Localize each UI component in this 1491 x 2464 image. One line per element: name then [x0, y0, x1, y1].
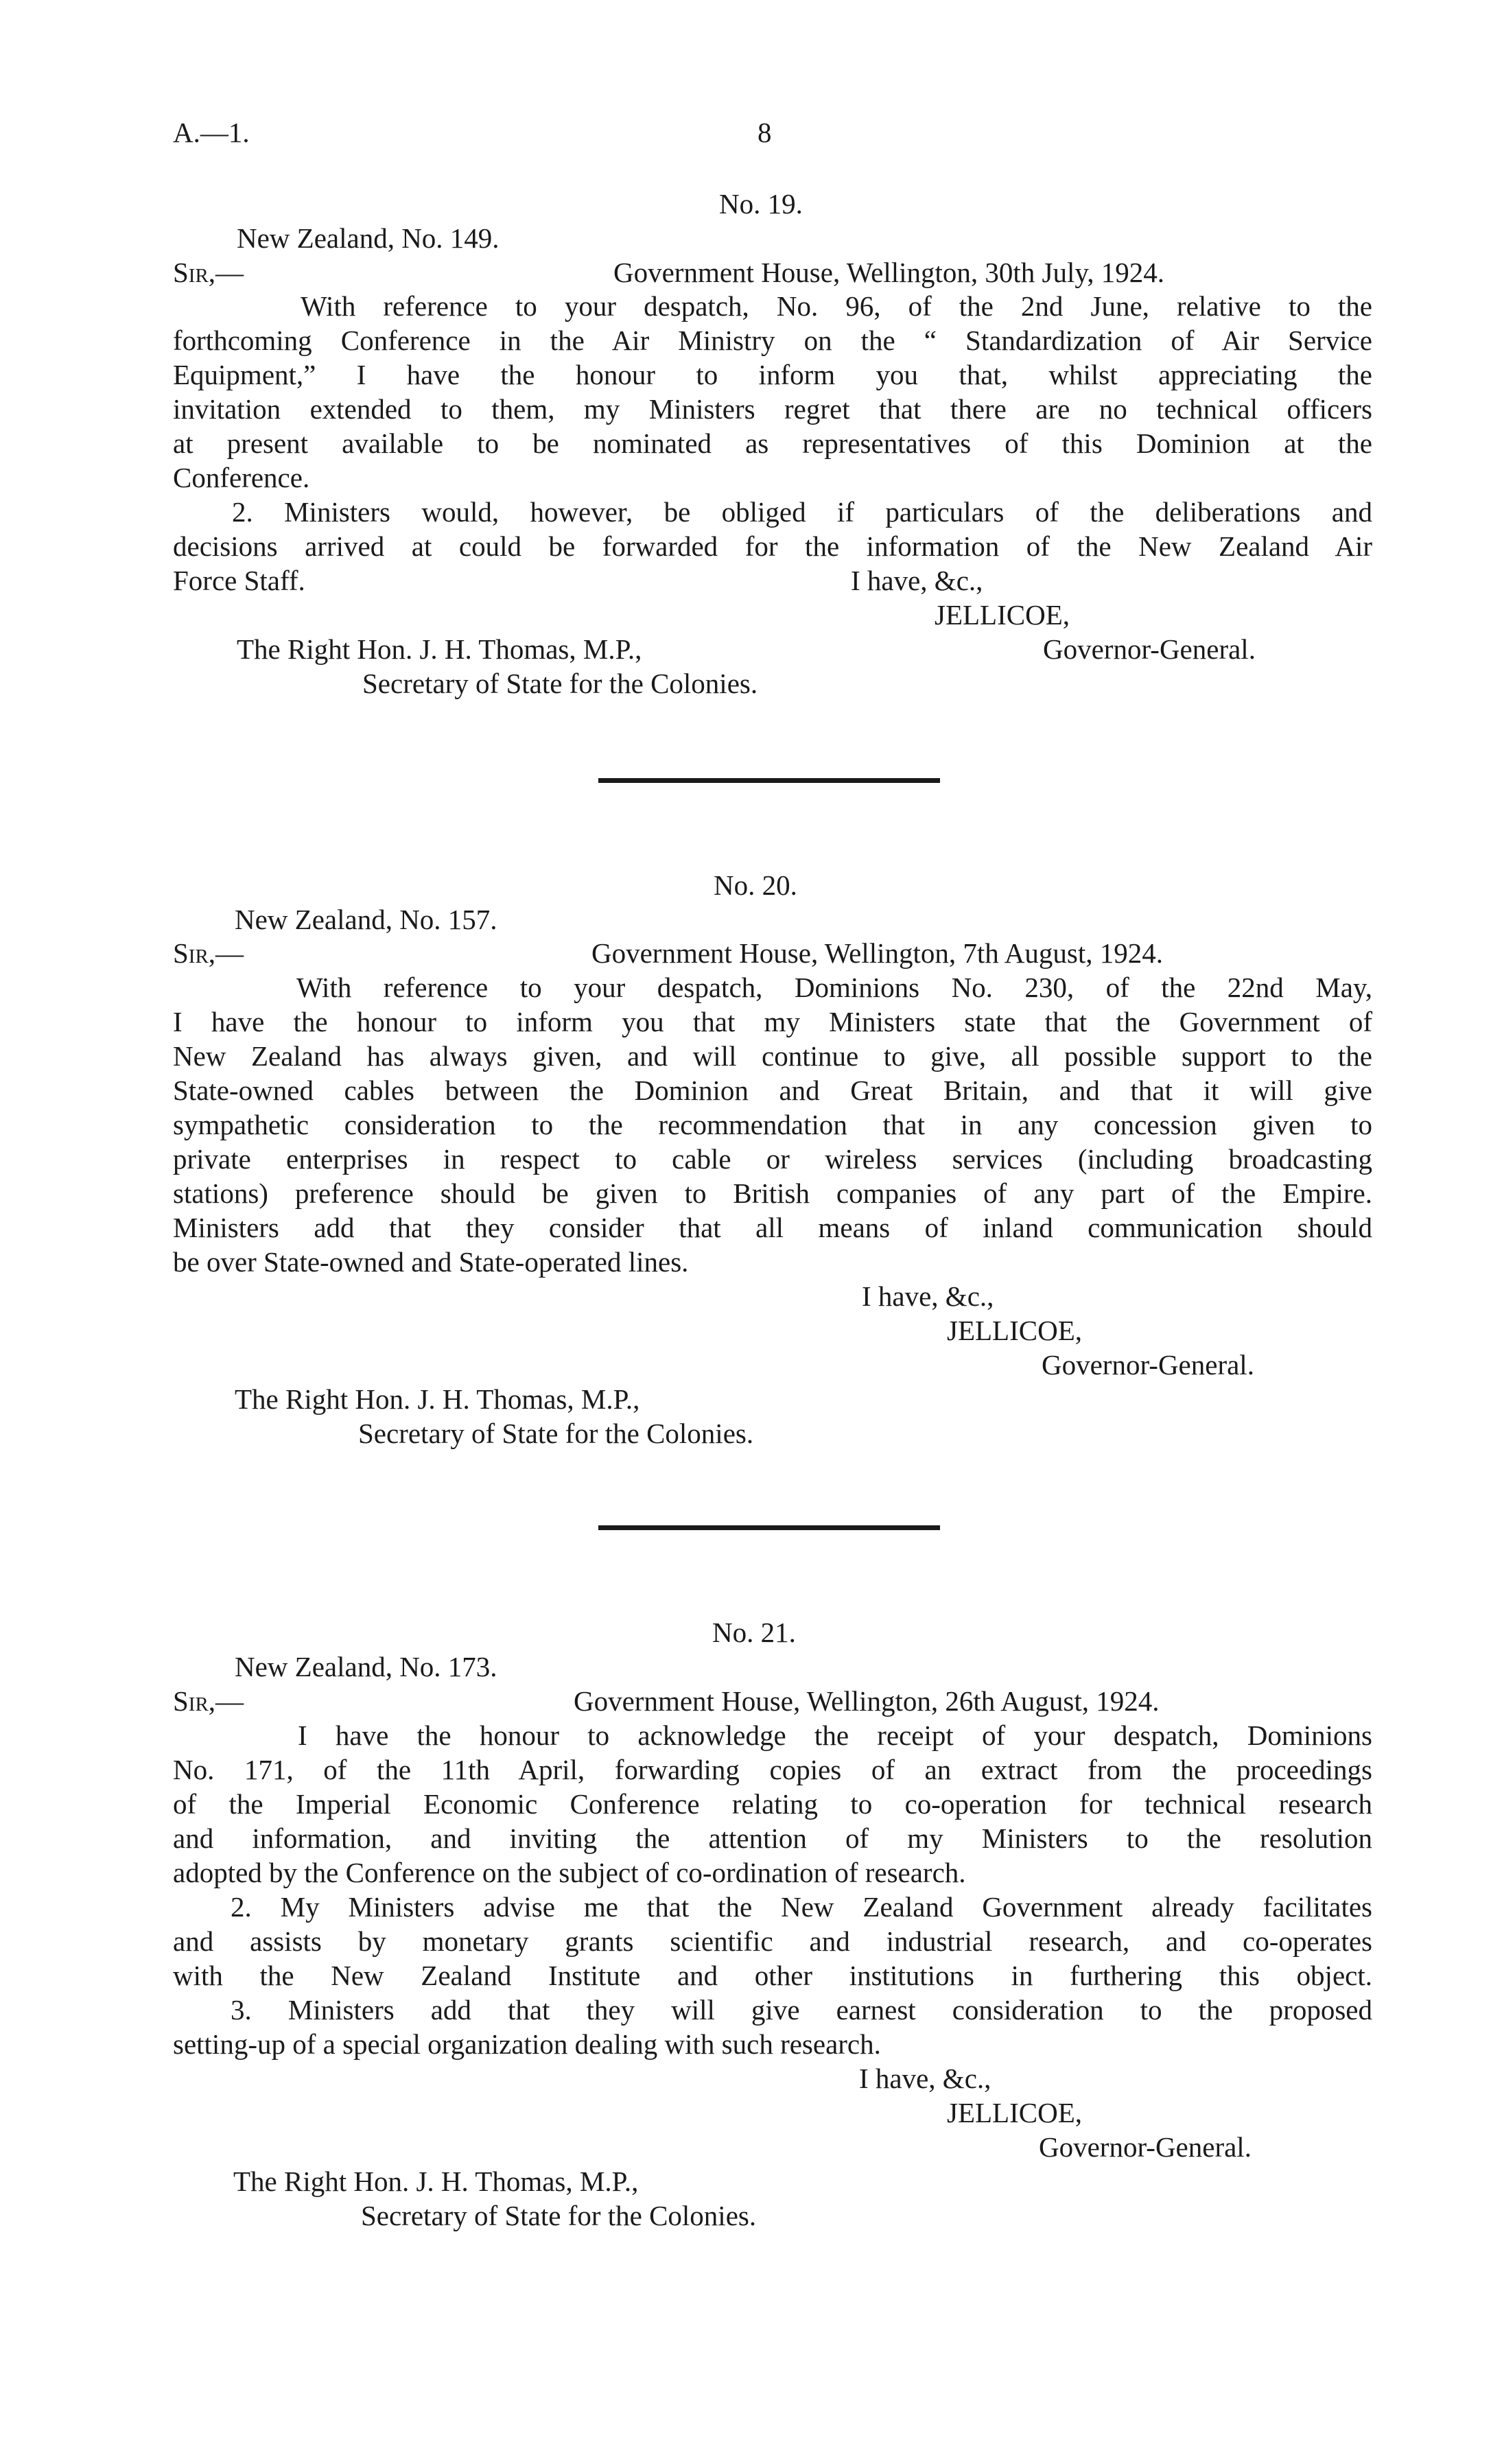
- body-line: invitation extended to them, my Ministers regret that there are no technical officers: [173, 393, 1372, 425]
- addressee-title: Secretary of State for the Colonies.: [361, 2200, 757, 2231]
- body-line: be over State-owned and State-operated lines.: [173, 1246, 689, 1278]
- place-date: Government House, Wellington, 26th August, 1924.: [574, 1685, 1160, 1717]
- body-line: Conference.: [173, 462, 310, 493]
- body-line: adopted by the Conference on the subject of co-ordination of research.: [173, 1857, 966, 1888]
- body-line: decisions arrived at could be forwarded for the information of the New Zealand Air: [173, 530, 1372, 562]
- body-line: No. 171, of the 11th April, forwarding copies of an extract from the proceedings: [173, 1754, 1372, 1785]
- place-date: Government House, Wellington, 30th July, 1924.: [613, 257, 1164, 288]
- body-line: and information, and inviting the attention of my Ministers to the resolution: [173, 1822, 1372, 1854]
- closing: I have, &c.,: [859, 2063, 991, 2094]
- body-line: Ministers add that they consider that all means of inland communication should: [173, 1212, 1372, 1243]
- body-line: I have the honour to inform you that my Ministers state that the Government of: [173, 1006, 1372, 1037]
- addressee: The Right Hon. J. H. Thomas, M.P.,: [237, 633, 642, 665]
- despatch-number: No. 19.: [719, 188, 803, 220]
- salutation: Sir,—: [173, 937, 244, 969]
- body-line: I have the honour to acknowledge the receipt of your despatch, Dominions: [298, 1720, 1372, 1751]
- salutation: Sir,—: [173, 1685, 244, 1717]
- addressee: The Right Hon. J. H. Thomas, M.P.,: [233, 2166, 639, 2197]
- addressee-title: Secretary of State for the Colonies.: [362, 668, 758, 699]
- closing: I have, &c.,: [862, 1280, 994, 1312]
- page-number: 8: [758, 117, 772, 148]
- signature: JELLICOE,: [935, 599, 1070, 631]
- body-line: 2. Ministers would, however, be obliged if particulars of the deliberations and: [232, 496, 1372, 528]
- closing: I have, &c.,: [851, 565, 983, 596]
- despatch-reference: New Zealand, No. 173.: [235, 1651, 497, 1682]
- addressee: The Right Hon. J. H. Thomas, M.P.,: [235, 1383, 640, 1415]
- despatch-number: No. 21.: [712, 1617, 796, 1648]
- body-line: sympathetic consideration to the recommendation that in any concession given to: [173, 1109, 1372, 1140]
- body-line: New Zealand has always given, and will continue to give, all possible support to the: [173, 1040, 1372, 1072]
- addressee-title: Secretary of State for the Colonies.: [358, 1418, 754, 1449]
- body-line: forthcoming Conference in the Air Ministry on the “ Standardization of Air Service: [173, 325, 1372, 356]
- signatory-title: Governor-General.: [1039, 2131, 1252, 2163]
- place-date: Government House, Wellington, 7th August, 1924.: [591, 937, 1163, 969]
- body-line: private enterprises in respect to cable or wireless services (including broadcasting: [173, 1143, 1372, 1175]
- body-line: at present available to be nominated as representatives of this Dominion at the: [173, 427, 1372, 459]
- body-line: State-owned cables between the Dominion and Great Britain, and that it will give: [173, 1075, 1372, 1106]
- signature: JELLICOE,: [947, 1315, 1082, 1346]
- signatory-title: Governor-General.: [1043, 633, 1256, 665]
- despatch-reference: New Zealand, No. 157.: [235, 904, 497, 935]
- despatch-reference: New Zealand, No. 149.: [237, 222, 500, 254]
- signature: JELLICOE,: [947, 2097, 1082, 2128]
- body-line: stations) preference should be given to British companies of any part of the Empire.: [173, 1177, 1372, 1209]
- body-line: and assists by monetary grants scientific and industrial research, and co-operates: [173, 1925, 1372, 1957]
- signatory-title: Governor-General.: [1042, 1349, 1254, 1381]
- body-line: 2. My Ministers advise me that the New Zealand Government already facilitates: [231, 1891, 1372, 1923]
- body-line: Equipment,” I have the honour to inform you that, whilst appreciating the: [173, 359, 1372, 390]
- body-line: With reference to your despatch, Dominions No. 230, of the 22nd May,: [296, 972, 1372, 1003]
- body-line: 3. Ministers add that they will give earnest consideration to the proposed: [231, 1994, 1372, 2026]
- section-divider: [598, 1525, 940, 1530]
- body-line: With reference to your despatch, No. 96, of the 2nd June, relative to the: [301, 290, 1372, 322]
- body-line: setting-up of a special organization dealing with such research.: [173, 2028, 881, 2060]
- section-divider: [598, 778, 940, 783]
- body-line: with the New Zealand Institute and other institutions in furthering this object.: [173, 1960, 1372, 1991]
- salutation: Sir,—: [173, 257, 244, 288]
- despatch-number: No. 20.: [714, 869, 797, 901]
- body-line: of the Imperial Economic Conference relating to co-operation for technical research: [173, 1788, 1372, 1820]
- series-reference: A.—1.: [173, 117, 250, 148]
- body-line: Force Staff.: [173, 565, 305, 596]
